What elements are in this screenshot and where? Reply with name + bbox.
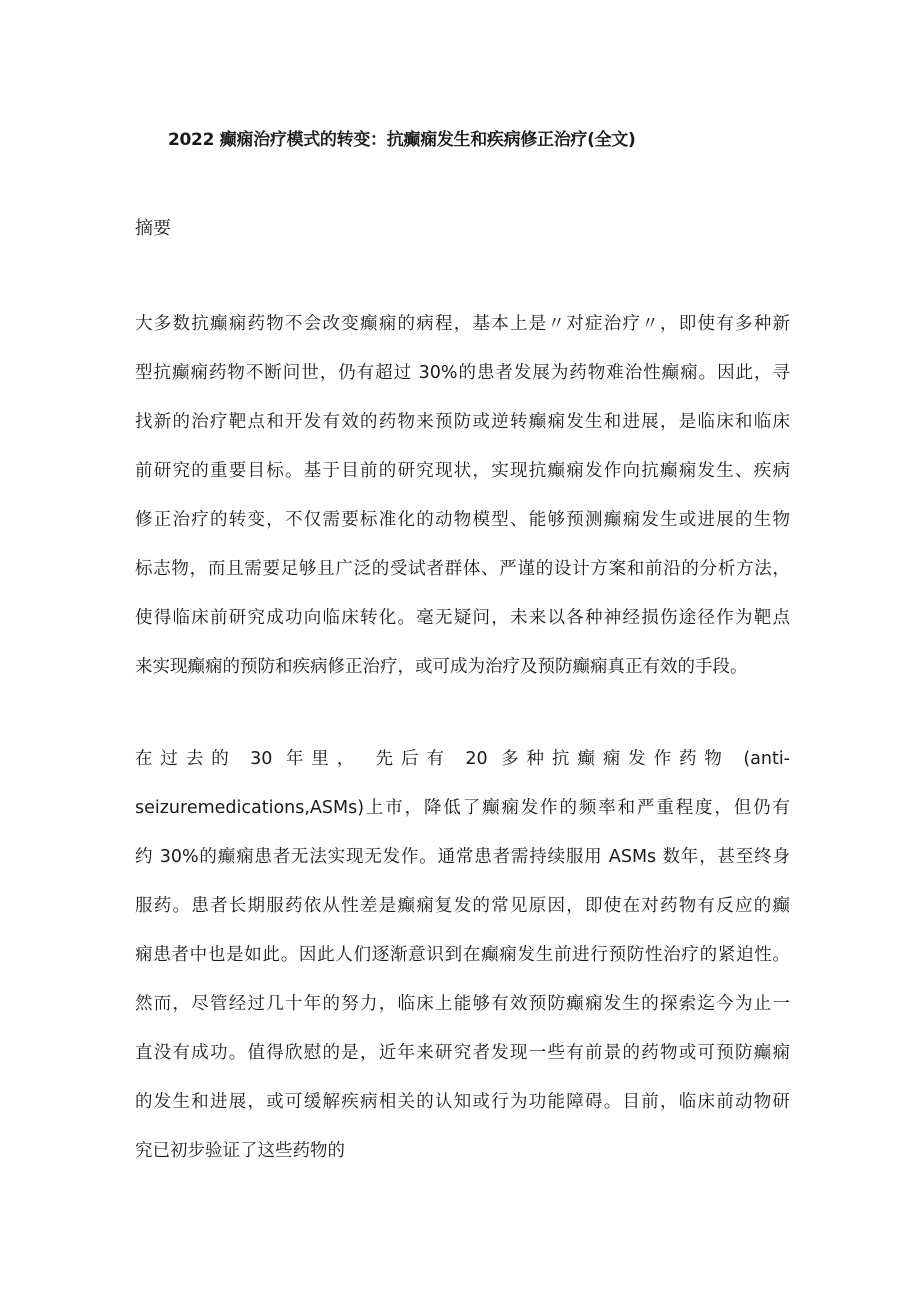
document-title: 2022 癫痫治疗模式的转变：抗癫痫发生和疾病修正治疗(全文) (168, 130, 636, 150)
text-line: 痫患者中也是如此。因此人们逐渐意识到在癫痫发生前进行预防性治疗的紧迫性。 (135, 945, 790, 965)
text-line: 找新的治疗靶点和开发有效的药物来预防或逆转癫痫发生和进展，是临床和临床 (135, 412, 790, 432)
text-line: 的发生和进展，或可缓解疾病相关的认知或行为功能障碍。目前，临床前动物研 (135, 1092, 790, 1112)
text-line: 究已初步验证了这些药物的 (135, 1141, 345, 1161)
text-line: 约 30%的癫痫患者无法实现无发作。通常患者需持续服用 ASMs 数年，甚至终身 (135, 847, 790, 867)
text-line: 直没有成功。值得欣慰的是，近年来研究者发现一些有前景的药物或可预防癫痫 (135, 1043, 790, 1063)
text-line: 来实现癫痫的预防和疾病修正治疗，或可成为治疗及预防癫痫真正有效的手段。 (135, 657, 748, 677)
paragraph-2 (135, 735, 790, 1176)
paragraph-1 (135, 300, 790, 692)
text-line: 然而，尽管经过几十年的努力，临床上能够有效预防癫痫发生的探索迄今为止一 (135, 994, 790, 1014)
text-line: 大多数抗癫痫药物不会改变癫痫的病程，基本上是〃对症治疗〃，即使有多种新 (135, 314, 790, 334)
text-line: 前研究的重要目标。基于目前的研究现状，实现抗癫痫发作向抗癫痫发生、疾病 (135, 461, 790, 481)
text-line: 使得临床前研究成功向临床转化。毫无疑问，未来以各种神经损伤途径作为靶点 (135, 608, 790, 628)
text-line: 服药。患者长期服药依从性差是癫痫复发的常见原因，即使在对药物有反应的癫 (135, 896, 790, 916)
text-line: 标志物，而且需要足够且广泛的受试者群体、严谨的设计方案和前沿的分析方法， (135, 559, 790, 579)
text-line: 修正治疗的转变，不仅需要标准化的动物模型、能够预测癫痫发生或进展的生物 (135, 510, 790, 530)
text-line: seizuremedications,ASMs)上市，降低了癫痫发作的频率和严重程度，但仍有 (135, 798, 790, 818)
text-line: 型抗癫痫药物不断问世，仍有超过 30%的患者发展为药物难治性癫痫。因此，寻 (135, 363, 790, 383)
text-line: 在过去的 30 年里， 先后有 20 多种抗癫痫发作药物 (anti- (135, 749, 790, 769)
abstract-heading: 摘要 (135, 218, 171, 239)
